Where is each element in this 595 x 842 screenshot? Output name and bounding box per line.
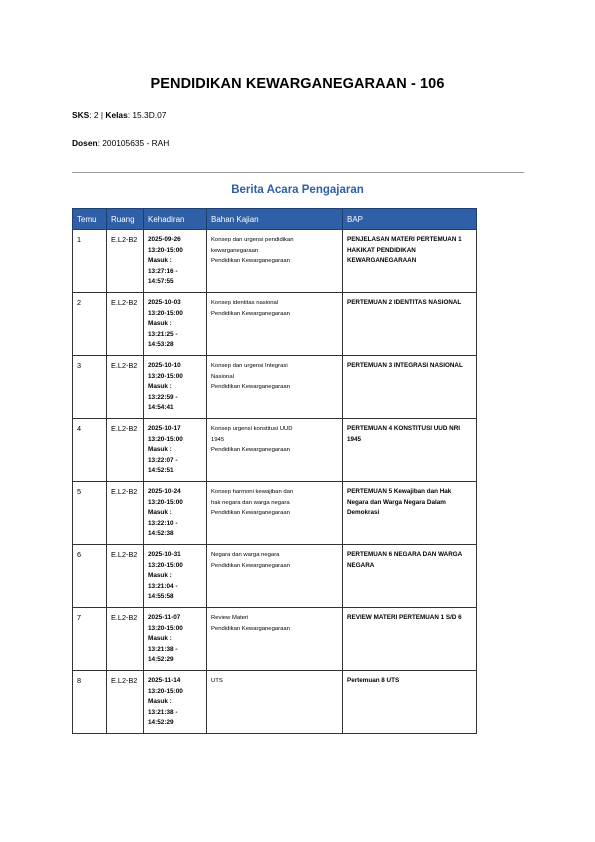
cell-bahan-kajian xyxy=(207,482,343,545)
kehadiran-line: 13:21:38 - xyxy=(148,645,178,653)
cell-temu: 4 xyxy=(73,419,107,482)
kehadiran-line: 2025-10-24 xyxy=(148,488,181,495)
table-row xyxy=(73,671,477,734)
cell-temu: 3 xyxy=(73,356,107,419)
kehadiran-line: 2025-10-31 xyxy=(148,551,181,558)
kehadiran-line: 13:21:38 - xyxy=(148,708,178,716)
cell-bap: PERTEMUAN 4 KONSTITUSI UUD NRI 1945 xyxy=(343,419,477,482)
bahan-line: Pendidikan Kewarganegaraan xyxy=(211,258,290,265)
bahan-line: 1945 xyxy=(211,436,225,443)
kelas-value: : 15.3D.07 xyxy=(127,110,167,120)
bap-table xyxy=(72,208,477,734)
header-ruang: Ruang xyxy=(107,209,144,230)
cell-bahan-kajian xyxy=(207,356,343,419)
kehadiran-line: 13:21:04 - xyxy=(148,582,178,590)
kehadiran-line: 2025-10-10 xyxy=(148,362,181,369)
kehadiran-line: 13:27:16 - xyxy=(148,267,178,275)
kehadiran-line: 14:52:29 xyxy=(148,656,174,664)
kehadiran-line: Masuk : xyxy=(148,698,172,706)
sks-label: SKS xyxy=(72,110,90,120)
kehadiran-line: 13:20-15:00 xyxy=(148,624,183,632)
kehadiran-line: 13:22:07 - xyxy=(148,456,178,464)
kehadiran-line: 2025-11-07 xyxy=(148,614,181,621)
cell-kehadiran xyxy=(144,545,207,608)
kehadiran-line: 13:20-15:00 xyxy=(148,435,183,443)
bahan-line: Konsep identitas nasional xyxy=(211,300,279,306)
kehadiran-line: 13:20-15:00 xyxy=(148,372,183,380)
bahan-line: Pendidikan Kewarganegaraan xyxy=(211,625,290,632)
table-row xyxy=(73,482,477,545)
kehadiran-line: 2025-11-14 xyxy=(148,677,181,684)
kehadiran-line: 13:22:10 - xyxy=(148,519,178,527)
cell-temu: 2 xyxy=(73,293,107,356)
cell-bahan-kajian xyxy=(207,671,343,734)
kehadiran-line: 14:52:51 xyxy=(148,467,174,475)
header-temu: Temu xyxy=(73,209,107,230)
kehadiran-line: 14:55:58 xyxy=(148,593,174,601)
bahan-line: Konsep urgensi konstitusi UUD xyxy=(211,426,293,432)
bahan-line: Pendidikan Kewarganegaraan xyxy=(211,510,290,517)
bahan-line: Pendidikan Kewarganegaraan xyxy=(211,384,290,391)
bahan-line: Konsep dan urgensi Integrasi xyxy=(211,363,288,369)
kehadiran-line: 13:20-15:00 xyxy=(148,309,183,317)
course-meta xyxy=(72,110,166,120)
kehadiran-line: 14:57:55 xyxy=(148,278,174,286)
cell-ruang: E.L2-B2 xyxy=(107,419,144,482)
cell-bap: REVIEW MATERI PERTEMUAN 1 S/D 6 xyxy=(343,608,477,671)
table-row xyxy=(73,608,477,671)
cell-ruang: E.L2-B2 xyxy=(107,608,144,671)
kehadiran-line: Masuk : xyxy=(148,635,172,643)
table-row xyxy=(73,545,477,608)
cell-ruang: E.L2-B2 xyxy=(107,545,144,608)
bahan-line: Pendidikan Kewarganegaraan xyxy=(211,310,290,317)
section-title: Berita Acara Pengajaran xyxy=(231,184,364,196)
cell-bap: PERTEMUAN 5 Kewajiban dan Hak Negara dan Warga Negara Dalam Demokrasi xyxy=(343,482,477,545)
bahan-line: Nasional xyxy=(211,373,234,380)
cell-kehadiran xyxy=(144,608,207,671)
kehadiran-line: 13:20-15:00 xyxy=(148,687,183,695)
kehadiran-line: Masuk : xyxy=(148,572,172,580)
kehadiran-line: 2025-09-26 xyxy=(148,236,181,243)
kehadiran-line: 14:52:29 xyxy=(148,719,174,727)
table-body xyxy=(73,230,477,734)
kehadiran-line: Masuk : xyxy=(148,383,172,391)
cell-ruang: E.L2-B2 xyxy=(107,356,144,419)
kehadiran-line: Masuk : xyxy=(148,509,172,517)
table-row xyxy=(73,230,477,293)
cell-bahan-kajian xyxy=(207,230,343,293)
kehadiran-line: 13:22:59 - xyxy=(148,393,178,401)
kehadiran-line: 2025-10-17 xyxy=(148,425,181,432)
cell-kehadiran xyxy=(144,356,207,419)
kehadiran-line: 14:54:41 xyxy=(148,404,174,412)
cell-ruang: E.L2-B2 xyxy=(107,482,144,545)
table-row xyxy=(73,293,477,356)
cell-bap: Pertemuan 8 UTS xyxy=(343,671,477,734)
kelas-label: Kelas xyxy=(105,110,128,120)
bahan-line: Konsep dan urgensi pendidikan xyxy=(211,237,294,243)
cell-kehadiran xyxy=(144,293,207,356)
cell-temu: 7 xyxy=(73,608,107,671)
cell-bahan-kajian xyxy=(207,608,343,671)
header-bap: BAP xyxy=(343,209,477,230)
header-bahan-kajian: Bahan Kajian xyxy=(207,209,343,230)
kehadiran-line: 2025-10-03 xyxy=(148,299,181,306)
bahan-line: hak negara dan warga negara xyxy=(211,499,290,506)
kehadiran-line: 14:53:28 xyxy=(148,341,174,349)
kehadiran-line: Masuk : xyxy=(148,320,172,328)
bahan-line: Pendidikan Kewarganegaraan xyxy=(211,562,290,569)
kehadiran-line: 13:20-15:00 xyxy=(148,498,183,506)
bahan-line: Pendidikan Kewarganegaraan xyxy=(211,447,290,454)
bahan-line: Review Materi xyxy=(211,615,249,621)
bahan-line: Konsep harmoni kewajiban dan xyxy=(211,489,294,495)
divider xyxy=(72,172,524,173)
cell-temu: 5 xyxy=(73,482,107,545)
cell-bap: PERTEMUAN 6 NEGARA DAN WARGA NEGARA xyxy=(343,545,477,608)
cell-kehadiran xyxy=(144,419,207,482)
cell-temu: 1 xyxy=(73,230,107,293)
kehadiran-line: 13:20-15:00 xyxy=(148,561,183,569)
kehadiran-line: 14:52:38 xyxy=(148,530,174,538)
table-row xyxy=(73,356,477,419)
cell-ruang: E.L2-B2 xyxy=(107,230,144,293)
sks-value: : 2 | xyxy=(89,110,106,120)
dosen-label: Dosen xyxy=(72,138,98,148)
cell-bap: PERTEMUAN 2 IDENTITAS NASIONAL xyxy=(343,293,477,356)
lecturer-meta xyxy=(72,138,169,148)
cell-temu: 8 xyxy=(73,671,107,734)
cell-temu: 6 xyxy=(73,545,107,608)
bahan-line: UTS xyxy=(211,678,223,684)
kehadiran-line: Masuk : xyxy=(148,446,172,454)
bahan-line: Negara dan warga negara xyxy=(211,552,280,558)
cell-ruang: E.L2-B2 xyxy=(107,293,144,356)
kehadiran-line: 13:20-15:00 xyxy=(148,246,183,254)
kehadiran-line: Masuk : xyxy=(148,257,172,265)
cell-bap: PENJELASAN MATERI PERTEMUAN 1 HAKIKAT PENDIDIKAN KEWARGANEGARAAN xyxy=(343,230,477,293)
page-title: PENDIDIKAN KEWARGANEGARAAN - 106 xyxy=(150,76,445,92)
cell-bahan-kajian xyxy=(207,419,343,482)
dosen-value: : 200105635 - RAH xyxy=(97,138,170,148)
kehadiran-line: 13:21:25 - xyxy=(148,330,178,338)
header-kehadiran: Kehadiran xyxy=(144,209,207,230)
table-row xyxy=(73,419,477,482)
table-header-row xyxy=(73,209,477,230)
cell-bahan-kajian xyxy=(207,293,343,356)
cell-kehadiran xyxy=(144,482,207,545)
bahan-line: kewarganegaraan xyxy=(211,247,259,254)
cell-kehadiran xyxy=(144,671,207,734)
cell-bap: PERTEMUAN 3 INTEGRASI NASIONAL xyxy=(343,356,477,419)
cell-bahan-kajian xyxy=(207,545,343,608)
cell-ruang: E.L2-B2 xyxy=(107,671,144,734)
cell-kehadiran xyxy=(144,230,207,293)
